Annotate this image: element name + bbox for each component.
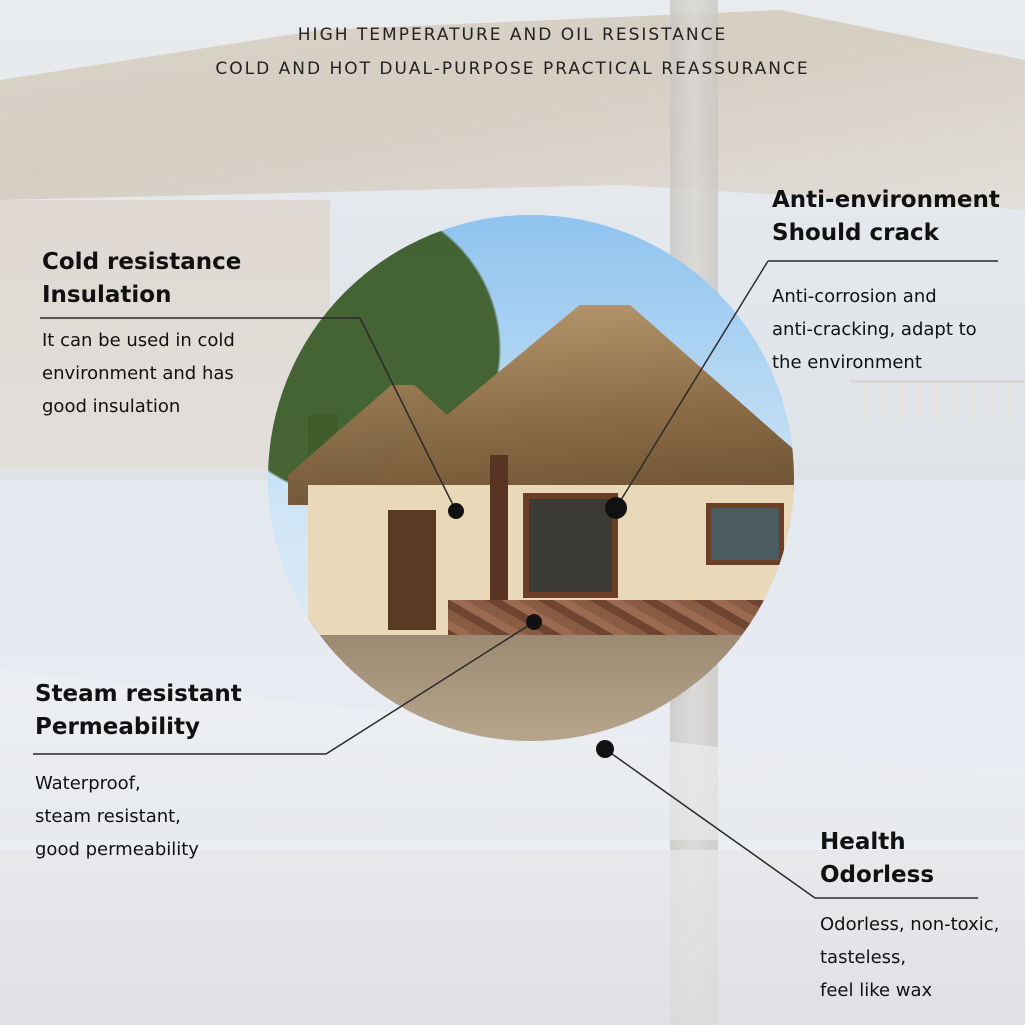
callout-cold-desc bbox=[42, 324, 241, 423]
callout-steam-resistant bbox=[35, 678, 242, 866]
photo-wood-post bbox=[490, 455, 508, 605]
headline bbox=[0, 18, 1025, 86]
callout-cold-title bbox=[42, 246, 241, 312]
callout-anti-desc-line-3: the environment bbox=[772, 352, 922, 373]
callout-anti-title-line-2: Should crack bbox=[772, 220, 939, 246]
callout-steam-desc-line-2: steam resistant, bbox=[35, 806, 181, 827]
callout-steam-desc bbox=[35, 767, 242, 866]
callout-steam-title-line-2: Permeability bbox=[35, 714, 200, 740]
callout-cold-desc-line-3: good insulation bbox=[42, 396, 181, 417]
headline-line-2: COLD AND HOT DUAL-PURPOSE PRACTICAL REASSURANCE bbox=[215, 59, 810, 79]
headline-line-1: HIGH TEMPERATURE AND OIL RESISTANCE bbox=[297, 25, 728, 45]
callout-health-desc-line-2: tasteless, bbox=[820, 947, 907, 968]
callout-cold-title-line-2: Insulation bbox=[42, 282, 172, 308]
callout-anti-title bbox=[772, 184, 1000, 250]
callout-health-desc bbox=[820, 908, 999, 1007]
photo-door bbox=[388, 510, 436, 630]
callout-anti-desc-line-1: Anti-corrosion and bbox=[772, 286, 937, 307]
callout-steam-desc-line-3: good permeability bbox=[35, 839, 199, 860]
callout-anti-desc bbox=[772, 280, 1000, 379]
callout-health-desc-line-1: Odorless, non-toxic, bbox=[820, 914, 1000, 935]
callout-steam-title bbox=[35, 678, 242, 744]
callout-cold-desc-line-2: environment and has bbox=[42, 363, 234, 384]
callout-cold-title-line-1: Cold resistance bbox=[42, 249, 242, 275]
callout-health-title-line-1: Health bbox=[820, 829, 906, 855]
callout-health-desc-line-3: feel like wax bbox=[820, 980, 933, 1001]
callout-health-title bbox=[820, 826, 999, 892]
callout-anti-title-line-1: Anti-environment bbox=[772, 187, 1000, 213]
callout-anti-environment bbox=[772, 184, 1000, 379]
callout-cold-resistance bbox=[42, 246, 241, 423]
callout-health-title-line-2: Odorless bbox=[820, 862, 935, 888]
callout-cold-desc-line-1: It can be used in cold bbox=[42, 330, 235, 351]
callout-steam-title-line-1: Steam resistant bbox=[35, 681, 242, 707]
photo-window-large bbox=[523, 493, 618, 598]
photo-ground bbox=[268, 635, 794, 741]
callout-health bbox=[820, 826, 999, 1007]
photo-window-small bbox=[706, 503, 784, 565]
callout-steam-desc-line-1: Waterproof, bbox=[35, 773, 141, 794]
background-railing bbox=[850, 380, 1025, 423]
callout-anti-desc-line-2: anti-cracking, adapt to bbox=[772, 319, 977, 340]
hut-photo bbox=[268, 215, 794, 741]
